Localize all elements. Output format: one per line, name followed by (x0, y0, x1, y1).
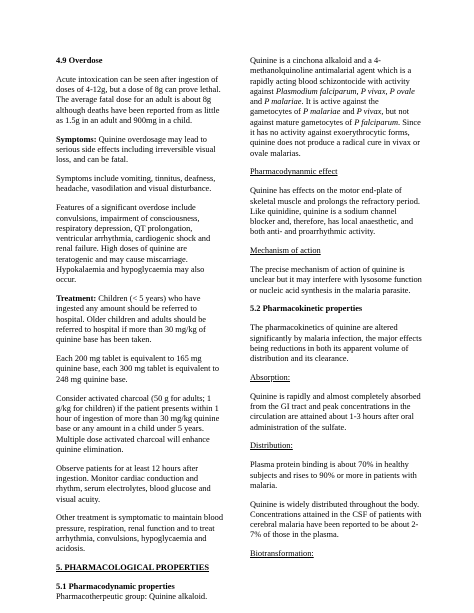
heading-overdose: 4.9 Overdose (56, 56, 103, 65)
paragraph-features: Features of a significant overdose include convulsions, impairment of consciousness, respiratory depression, QT prolongation, ventricular arrhythmia, cardiogenic shock and renal failure. High doses of quinine are teratogenic and may cause miscarriage. Hypokalaemia and hypoglycaemia may also occur. (56, 203, 211, 285)
paragraph-treatment (56, 294, 226, 345)
paragraph-absorption: Quinine is rapidly and almost completely absorbed from the GI tract and peak concentrations in the circulation are attained about 1-3 hours after oral administration of the sulfate. (250, 391, 421, 432)
cinchona-text-2: . It is active against the gametocytes of (250, 97, 379, 117)
cinchona-text-4: . Since it has no activity against exoerythrocytic forms, quinine does not produce a radical cure in vivax or ovale malarias. (250, 117, 421, 158)
heading-pharmacokinetic: 5.2 Pharmacokinetic properties (250, 304, 363, 314)
subheading-pharmacodynamic-effect: Pharmacodynanmic effect (250, 167, 338, 177)
subheading-distribution: Distribution: (250, 441, 293, 451)
left-column (56, 56, 226, 603)
paragraph-acute-intoxication: Acute intoxication can be seen after ingestion of doses of 4-12g, but a dose of 8g can prove lethal. The average fatal dose for an adult is about 8g although deaths have been reported from as little as 1.5g in an adult and 900mg in a child. (56, 74, 221, 125)
pharmacotherapeutic-group: Pharmacotherpeutic group: Quinine alkaloid. (56, 592, 208, 602)
gametocyte-vivax: P vivax (356, 107, 382, 117)
species-list: Plasmodium falciparum, P vivax, P ovale (275, 86, 415, 96)
right-column (250, 56, 422, 560)
paragraph-kinetics: The pharmacokinetics of quinine are altered significantly by malaria infection, the major effects being reductions in both its apparent volume of distribution and its clearance. (250, 323, 422, 364)
paragraph-protein-binding: Plasma protein binding is about 70% in healthy subjects and rises to 90% or more in patients with malaria. (250, 460, 417, 490)
paragraph-cinchona (250, 56, 422, 159)
paragraph-activated-charcoal: Consider activated charcoal (50 g for adults; 1 g/kg for children) if the patient presents within 1 hour of ingestion of more than 30 mg/kg quinine base or any amount in a child under 5 years. Multiple dose activated charcoal will enhance quinine elimination. (56, 393, 220, 454)
cinchona-text-1: Quinine is a cinchona alkaloid and a 4-methanolquinoline antimalarial agent which is a rapidly acting blood schizontocide with activity against (250, 56, 412, 96)
subheading-biotransformation: Biotransformation: (250, 549, 314, 559)
cinchona-text-3: , but not against mature gametocytes of (250, 107, 410, 127)
paragraph-tablet-equivalence: Each 200 mg tablet is equivalent to 165 mg quinine base, each 300 mg tablet is equivalent to 248 mg quinine base. (56, 354, 220, 384)
heading-pharmacological-properties: 5. PHARMACOLOGICAL PROPERTIES (56, 563, 210, 573)
subheading-absorption: Absorption: (250, 372, 291, 382)
paragraph-observe: Observe patients for at least 12 hours after ingestion. Monitor cardiac conduction and rhythm, serum electrolytes, blood glucose and visual acuity. (56, 463, 211, 504)
cinchona-and: and (250, 97, 265, 107)
gametocyte-falciparum: P falciparum (354, 117, 399, 127)
paragraph-mechanism: The precise mechanism of action of quinine is unclear but it may interfere with lysosome function or nucleic acid synthesis in the malaria parasite. (250, 265, 422, 295)
paragraph-symptoms-include: Symptoms include vomiting, tinnitus, deafness, headache, vasodilation and visual disturbance. (56, 174, 216, 194)
heading-pharmacodynamic: 5.1 Pharmacodynamic properties (56, 581, 175, 591)
subheading-mechanism: Mechanism of action (250, 246, 321, 256)
cinchona-and-2: and (340, 107, 357, 117)
gametocyte-malariae: P malariae (303, 107, 341, 117)
treatment-label: Treatment: (56, 294, 97, 304)
paragraph-effects: Quinine has effects on the motor end-plate of skeletal muscle and prolongs the refractory period. Like quinidine, quinine is a sodium channel blocker and, therefore, has local anaesthetic, and both anti- and proarrhythmic activity. (250, 186, 420, 237)
symptoms-label: Symptoms: (56, 134, 97, 144)
paragraph-symptoms (56, 135, 226, 166)
pharmacodynamic-block (56, 582, 226, 603)
symptoms-text: Quinine overdosage may lead to serious side effects including irreversible visual loss, and can be fatal. (56, 134, 216, 165)
treatment-text: Children (< 5 years) who have ingested any amount should be referred to hospital. Older children and adults should be referred to hospital if more than 30 mg/kg of quinine base has been taken. (56, 294, 207, 345)
paragraph-distributed: Quinine is widely distributed throughout the body. Concentrations attained in the CSF of patients with cerebral malaria have been reported to be about 2-7% of those in the plasma. (250, 499, 422, 540)
species-malariae: P malariae (264, 97, 302, 107)
paragraph-other-treatment: Other treatment is symptomatic to maintain blood pressure, respiration, renal function and to treat arrhythmia, convulsions, hypoglycaemia and acidosis. (56, 513, 224, 554)
